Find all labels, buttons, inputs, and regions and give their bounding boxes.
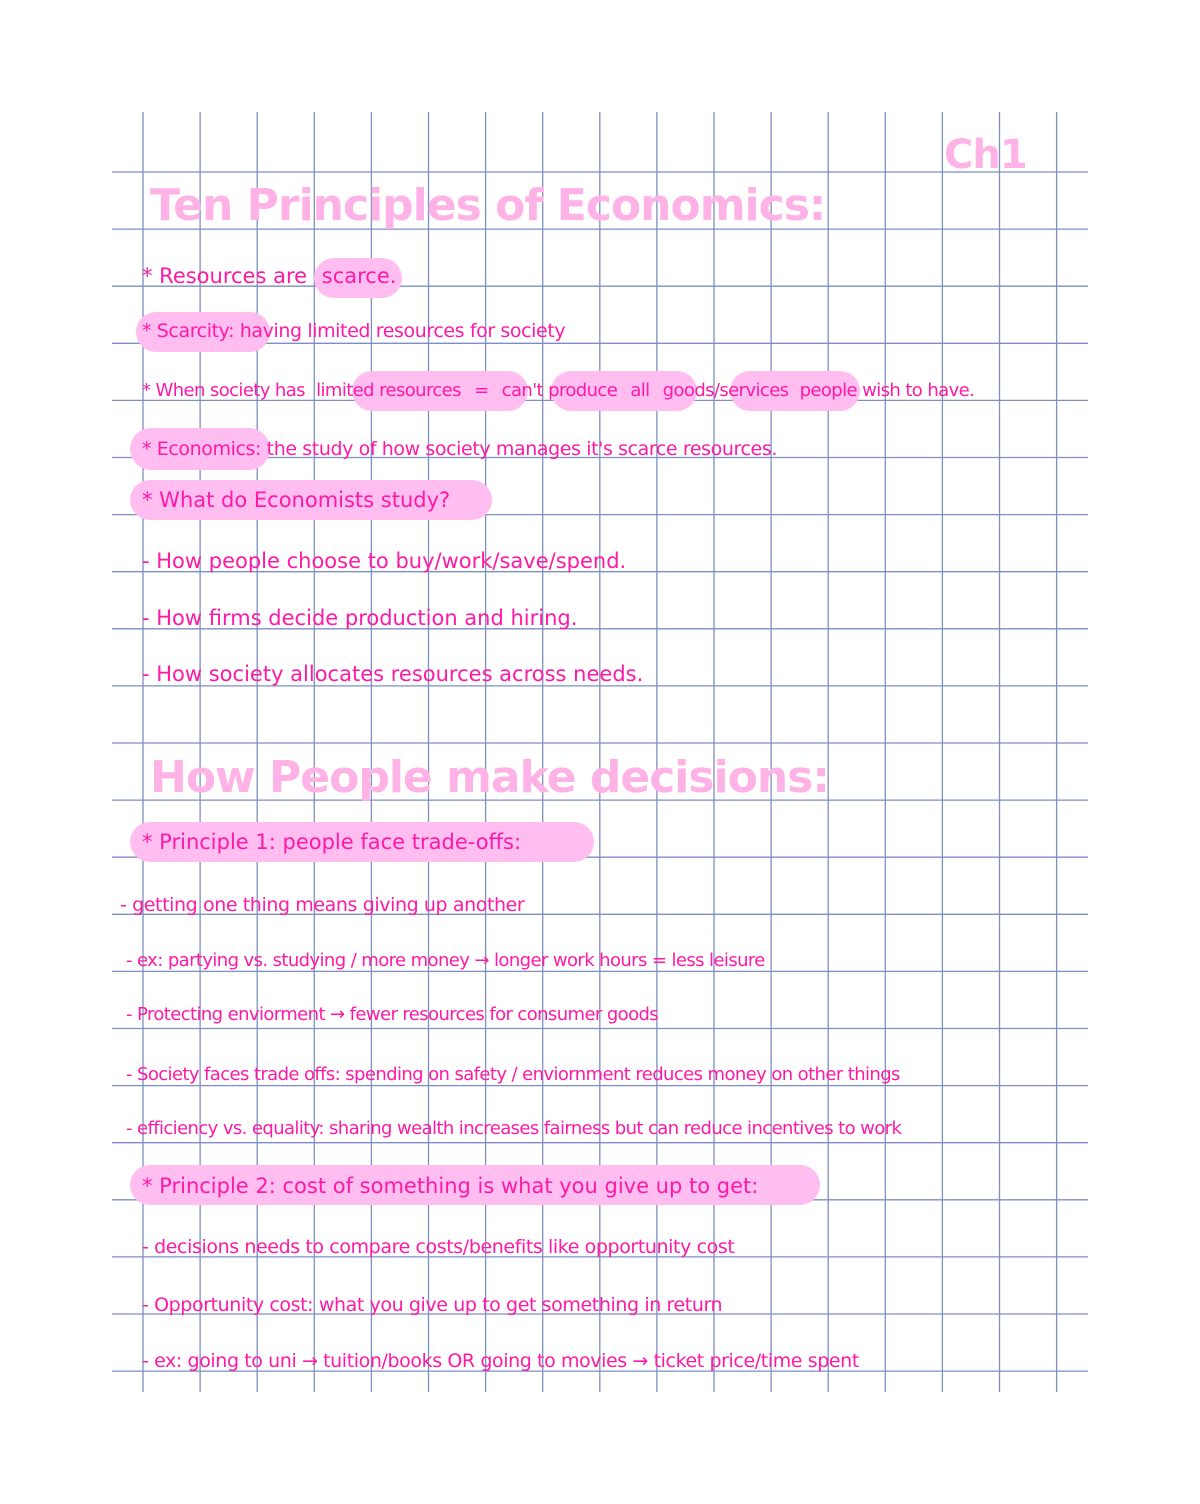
- note-line-3-suffix: people wish to have.: [799, 380, 975, 401]
- note-line-what-economists-study: * What do Economists study?: [142, 488, 451, 512]
- section-title-how-people-decide: How People make decisions:: [150, 752, 829, 803]
- note-line-resources-highlight: scarce.: [321, 264, 397, 288]
- note-line-economics: [142, 438, 777, 460]
- p2-bullet-opportunity-cost: - Opportunity cost: what you give up to get something in return: [142, 1294, 723, 1316]
- p1-bullet-giving-up: - getting one thing means giving up another: [120, 894, 525, 916]
- bullet-firms-decide: - How firms decide production and hiring.: [142, 606, 578, 630]
- p2-bullet-decisions: - decisions needs to compare costs/benefits like opportunity cost: [142, 1236, 735, 1258]
- note-line-economics-definition: the study of how society manages it's scarce resources.: [266, 438, 777, 460]
- note-line-scarcity-term: * Scarcity: [142, 320, 229, 342]
- note-line-3-cant-produce: can't produce: [501, 380, 618, 401]
- p1-bullet-environment: - Protecting enviorment → fewer resources for consumer goods: [126, 1004, 659, 1025]
- note-line-scarcity-definition: : having limited resources for society: [228, 320, 566, 342]
- note-line-scarcity: [142, 320, 565, 342]
- note-line-3-goods: goods/services: [662, 380, 789, 401]
- note-line-economics-term: * Economics:: [142, 438, 262, 460]
- note-line-3-limited: limited resources: [316, 380, 461, 401]
- bullet-people-choose: - How people choose to buy/work/save/spend.: [142, 549, 627, 573]
- section-title-ten-principles: Ten Principles of Economics:: [150, 180, 826, 231]
- p1-bullet-efficiency-equality: - efficiency vs. equality: sharing wealth increases fairness but can reduce incentives to work: [126, 1118, 902, 1139]
- p2-bullet-example: - ex: going to uni → tuition/books OR going to movies → ticket price/time spent: [142, 1350, 859, 1372]
- principle-2-heading: * Principle 2: cost of something is what you give up to get:: [142, 1174, 759, 1198]
- note-line-resources: [142, 264, 396, 288]
- note-line-resources-prefix: * Resources are: [142, 264, 308, 288]
- note-line-3-equals: =: [474, 380, 489, 401]
- p1-bullet-society-tradeoffs: - Society faces trade offs: spending on safety / enviornment reduces money on other things: [126, 1064, 900, 1085]
- note-line-3-all: all: [630, 380, 650, 401]
- bullet-society-allocates: - How society allocates resources across needs.: [142, 662, 644, 686]
- p1-bullet-partying: - ex: partying vs. studying / more money → longer work hours = less leisure: [126, 950, 765, 971]
- chapter-label: Ch1: [944, 132, 1027, 178]
- principle-1-heading: * Principle 1: people face trade-offs:: [142, 830, 522, 854]
- note-line-3-prefix: * When society has: [142, 380, 305, 401]
- note-line-limited-resources: [142, 380, 974, 401]
